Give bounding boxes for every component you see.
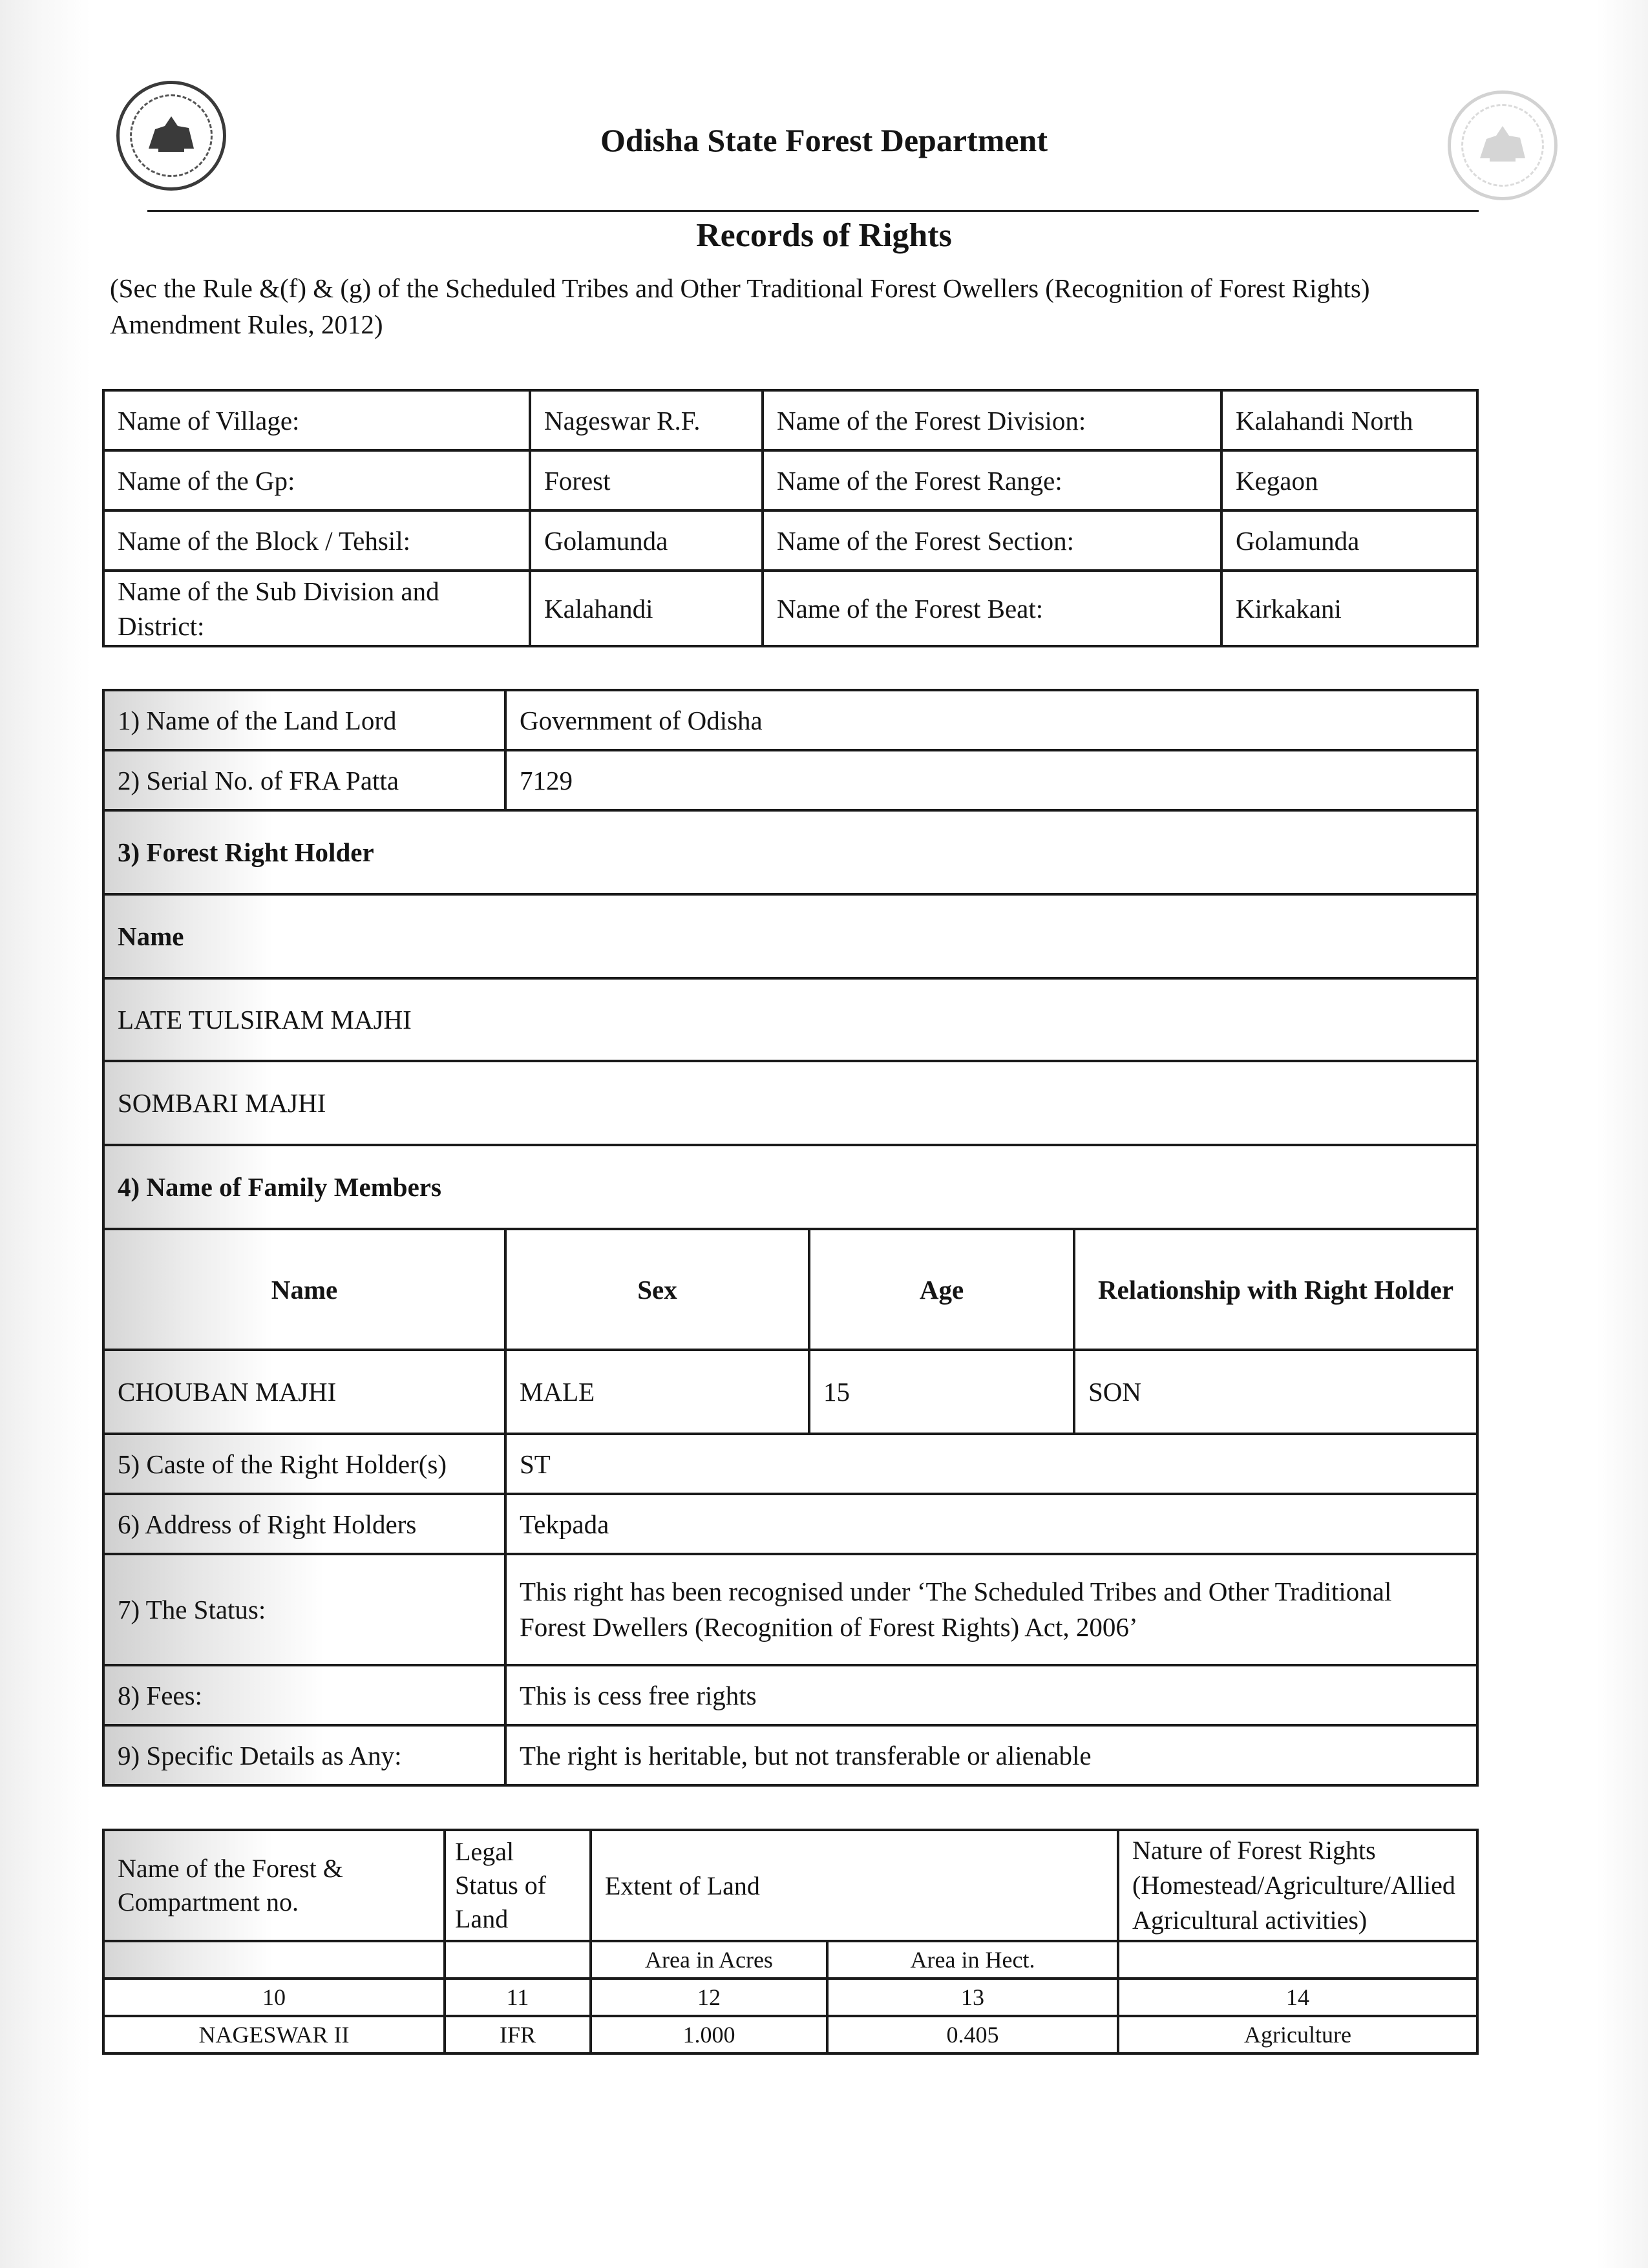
table-row: [103, 1061, 1477, 1145]
subdivision-label: Name of the Sub Division and District:: [103, 571, 530, 646]
table-row: [103, 1979, 1477, 2016]
status-value: [505, 1554, 1477, 1665]
block-label: Name of the Block / Tehsil:: [103, 510, 530, 571]
empty-cell: [445, 1941, 591, 1979]
address-value: Tekpada: [505, 1494, 1477, 1554]
village-label: Name of Village:: [103, 390, 530, 450]
caste-value: ST: [505, 1434, 1477, 1494]
serial-label: 2) Serial No. of FRA Patta: [103, 750, 505, 810]
landlord-label: 1) Name of the Land Lord: [103, 690, 505, 750]
table-row: [103, 1434, 1477, 1494]
table-row: [103, 690, 1477, 750]
col-forest-compartment: Name of the Forest & Compartment no.: [103, 1830, 445, 1941]
family-col-relationship: Relationship with Right Holder: [1074, 1229, 1477, 1350]
gp-label: Name of the Gp:: [103, 450, 530, 510]
col-number: 10: [103, 1979, 445, 2016]
status-label: 7) The Status:: [103, 1554, 505, 1665]
gp-value: Forest: [530, 450, 763, 510]
range-value: Kegaon: [1221, 450, 1477, 510]
rights-table: [102, 689, 1479, 1787]
member-sex: MALE: [505, 1350, 809, 1434]
member-age: 15: [809, 1350, 1074, 1434]
division-label: Name of the Forest Division:: [763, 390, 1221, 450]
table-row: [103, 810, 1477, 894]
nature-of-rights: Agriculture: [1118, 2016, 1477, 2053]
status-line: This right has been recognised under ‘The Scheduled Tribes and Other Traditional: [520, 1577, 1392, 1606]
table-row: [103, 1554, 1477, 1665]
caste-label: 5) Caste of the Right Holder(s): [103, 1434, 505, 1494]
holder-name: SOMBARI MAJHI: [103, 1061, 1477, 1145]
col-number: 13: [827, 1979, 1118, 2016]
family-heading: 4) Name of Family Members: [103, 1145, 1477, 1229]
address-label: 6) Address of Right Holders: [103, 1494, 505, 1554]
table-row: [103, 390, 1477, 450]
specific-value: The right is heritable, but not transferable or alienable: [505, 1725, 1477, 1785]
table-row: [103, 978, 1477, 1061]
location-table: [102, 389, 1479, 647]
table-row: [103, 750, 1477, 810]
family-col-sex: Sex: [505, 1229, 809, 1350]
empty-cell: [1118, 1941, 1477, 1979]
specific-label: 9) Specific Details as Any:: [103, 1725, 505, 1785]
landlord-value: Government of Odisha: [505, 690, 1477, 750]
department-title: Odisha State Forest Department: [600, 122, 1048, 158]
table-row: [103, 1830, 1477, 1941]
status-line: Forest Dwellers (Recognition of Forest Rights) Act, 2006’: [520, 1612, 1138, 1642]
holder-heading: 3) Forest Right Holder: [103, 810, 1477, 894]
family-col-name: Name: [103, 1229, 505, 1350]
area-acres: 1.000: [591, 2016, 827, 2053]
table-row: [103, 2016, 1477, 2053]
subdivision-value: Kalahandi: [530, 571, 763, 646]
name-heading: Name: [103, 894, 1477, 978]
section-value: Golamunda: [1221, 510, 1477, 571]
beat-value: Kirkakani: [1221, 571, 1477, 646]
document-subtitle: (Sec the Rule &(f) & (g) of the Scheduled Tribes and Other Traditional Forest Owellers (Recognition of Forest Rights) Amendment Rules, 2012): [110, 273, 1370, 339]
family-col-age: Age: [809, 1229, 1074, 1350]
empty-cell: [103, 1941, 445, 1979]
block-value: Golamunda: [530, 510, 763, 571]
table-row: [103, 894, 1477, 978]
table-row: [103, 1229, 1477, 1350]
col-nature: Nature of Forest Rights (Homestead/Agriculture/Allied Agricultural activities): [1118, 1830, 1477, 1941]
serial-value: 7129: [505, 750, 1477, 810]
table-row: [103, 571, 1477, 646]
table-row: [103, 1941, 1477, 1979]
sub-hect: Area in Hect.: [827, 1941, 1118, 1979]
beat-label: Name of the Forest Beat:: [763, 571, 1221, 646]
table-row: [103, 1665, 1477, 1725]
col-extent: Extent of Land: [591, 1830, 1118, 1941]
fees-label: 8) Fees:: [103, 1665, 505, 1725]
land-table: [102, 1829, 1479, 2055]
col-legal-status: Legal Status of Land: [445, 1830, 591, 1941]
table-row: [103, 510, 1477, 571]
table-row: [103, 1145, 1477, 1229]
range-label: Name of the Forest Range:: [763, 450, 1221, 510]
section-label: Name of the Forest Section:: [763, 510, 1221, 571]
member-relationship: SON: [1074, 1350, 1477, 1434]
table-row: [103, 1725, 1477, 1785]
col-number: 12: [591, 1979, 827, 2016]
member-name: CHOUBAN MAJHI: [103, 1350, 505, 1434]
col-number: 14: [1118, 1979, 1477, 2016]
sub-acres: Area in Acres: [591, 1941, 827, 1979]
table-row: [103, 450, 1477, 510]
village-value: Nageswar R.F.: [530, 390, 763, 450]
area-hect: 0.405: [827, 2016, 1118, 2053]
legal-status: IFR: [445, 2016, 591, 2053]
holder-name: LATE TULSIRAM MAJHI: [103, 978, 1477, 1061]
table-row: [103, 1494, 1477, 1554]
col-number: 11: [445, 1979, 591, 2016]
fees-value: This is cess free rights: [505, 1665, 1477, 1725]
forest-name: NAGESWAR II: [103, 2016, 445, 2053]
division-value: Kalahandi North: [1221, 390, 1477, 450]
header-divider: [147, 210, 1479, 212]
table-row: [103, 1350, 1477, 1434]
document-title: Records of Rights: [696, 217, 952, 254]
